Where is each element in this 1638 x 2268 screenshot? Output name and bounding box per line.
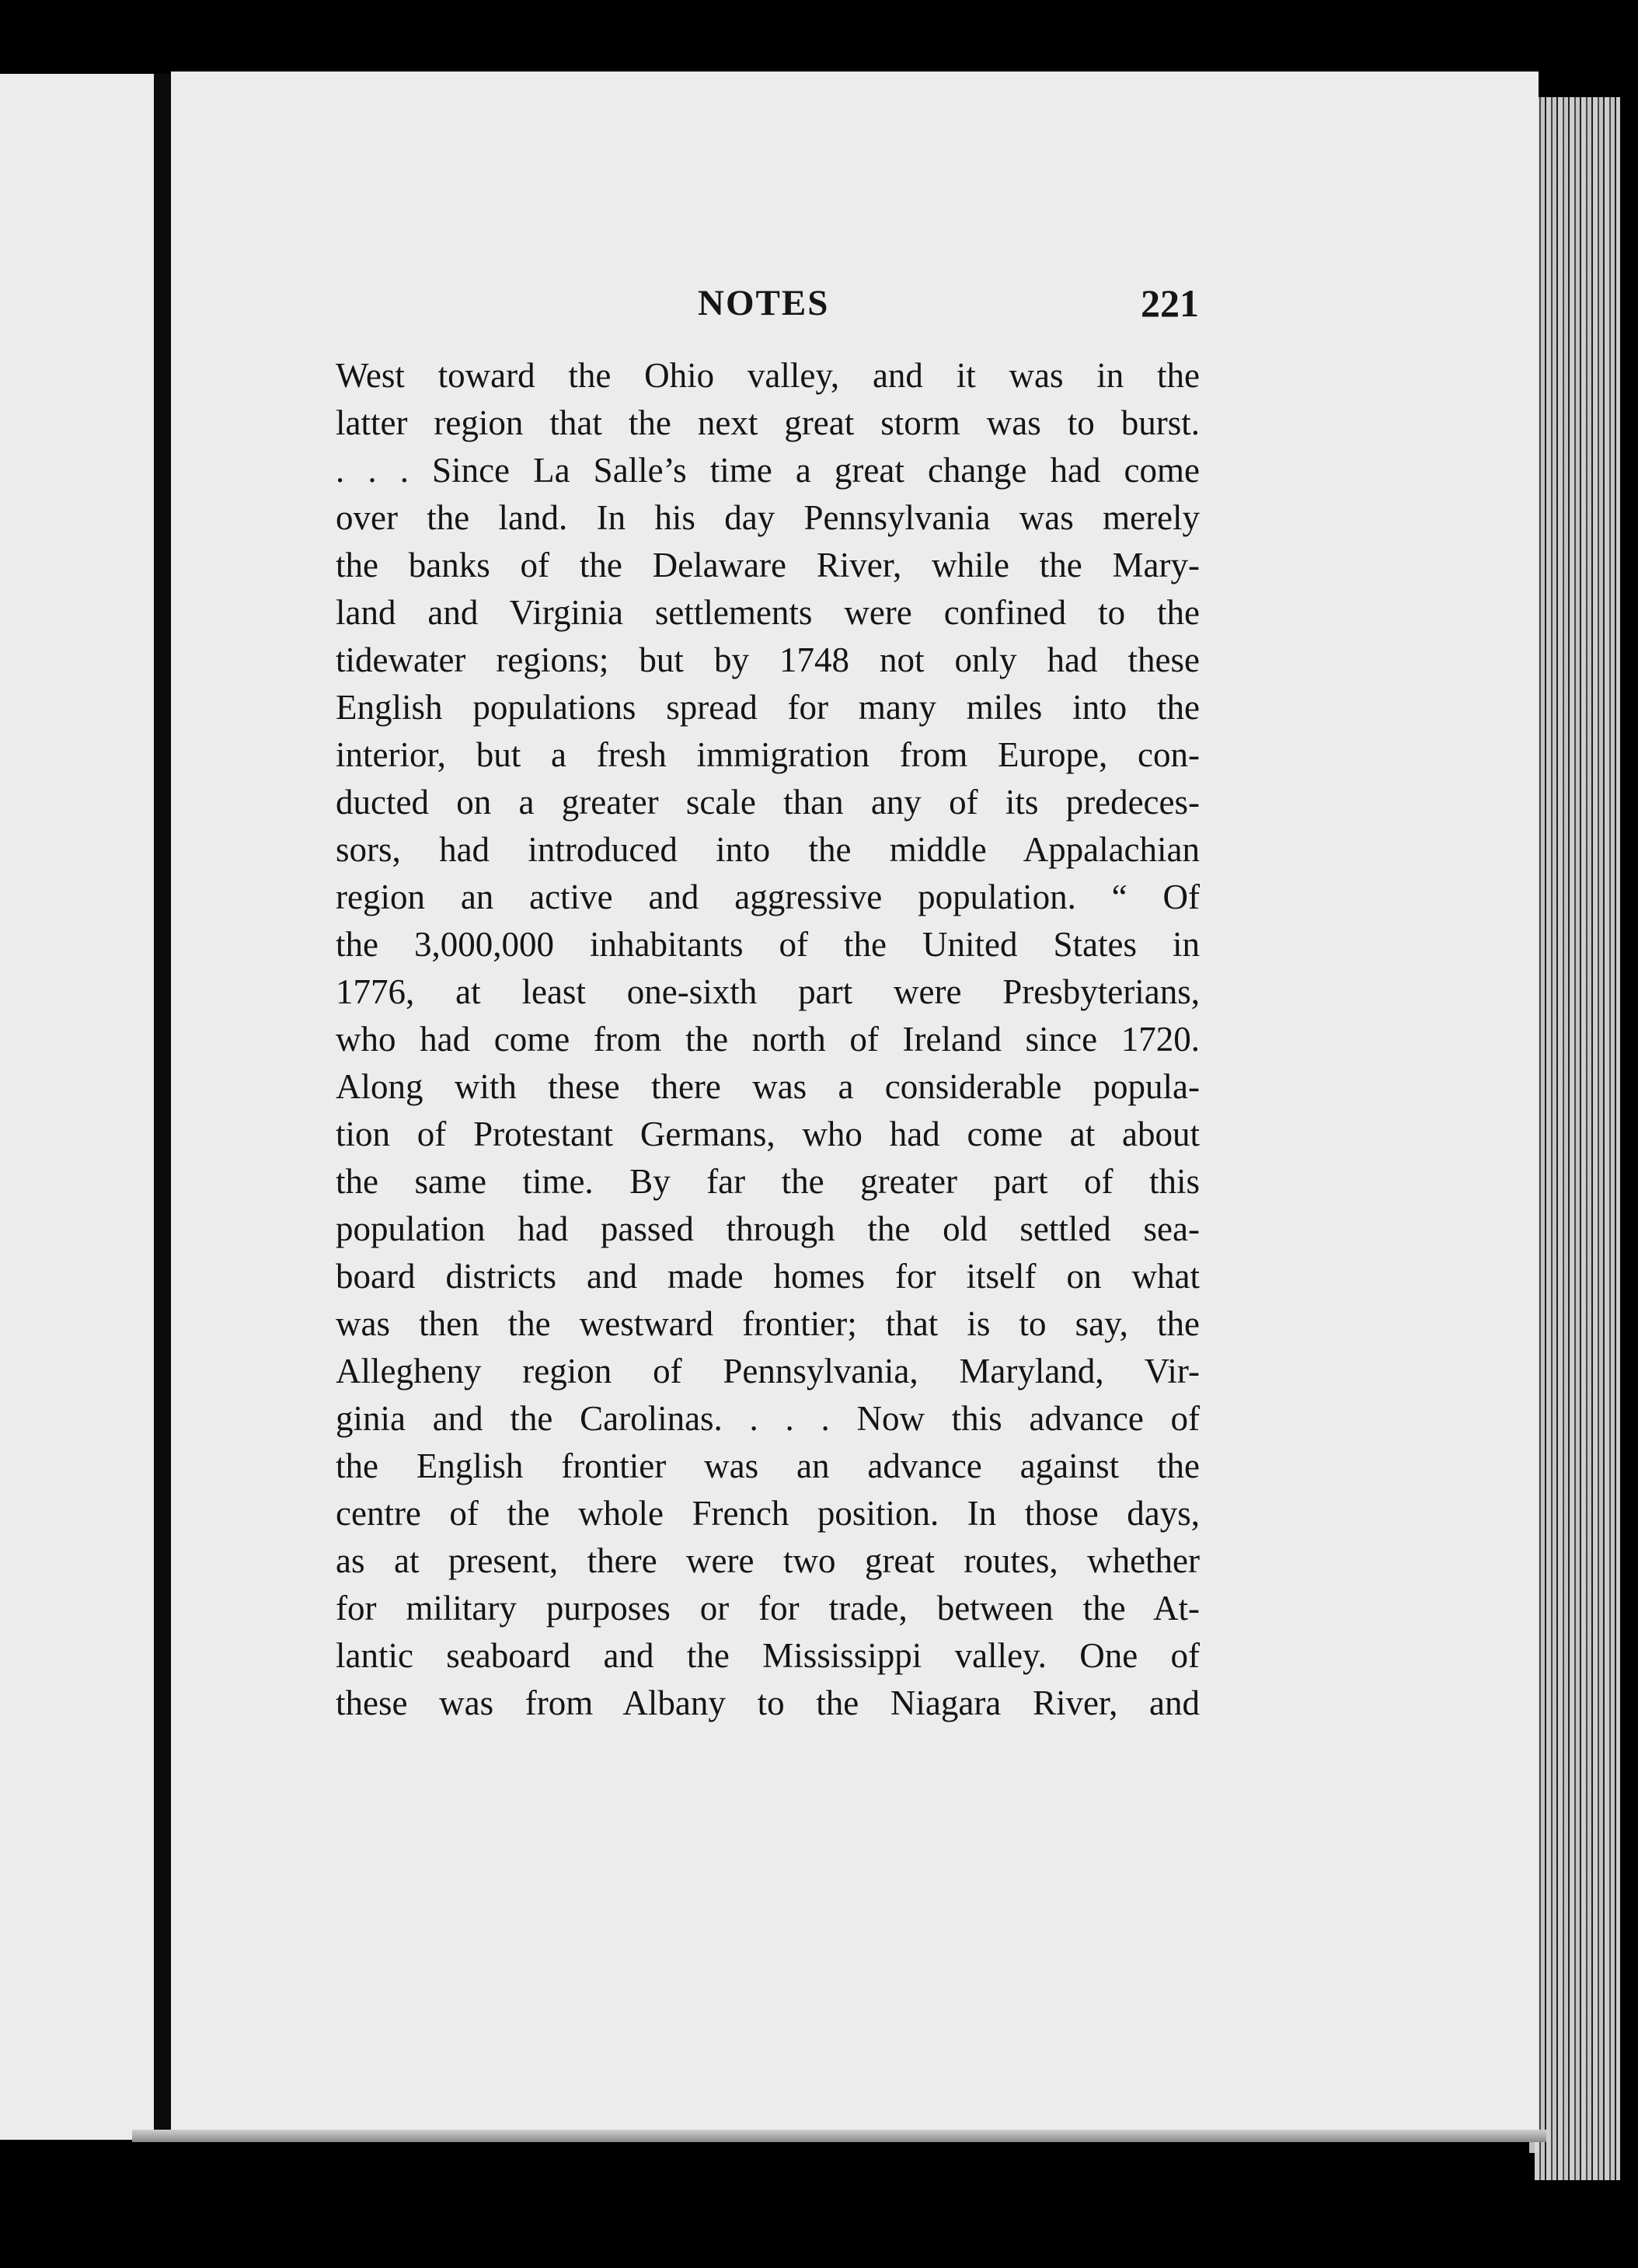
text-line: English populations spread for many miles into the: [336, 688, 1200, 727]
text-line: tion of Protestant Germans, who had come at about: [336, 1115, 1200, 1153]
text-line: the banks of the Delaware River, while the Mary-: [336, 546, 1200, 584]
running-head: [0, 280, 1638, 326]
text-line: ducted on a greater scale than any of its predeces-: [336, 783, 1200, 822]
facing-page-edge: [0, 74, 154, 2140]
text-line: for military purposes or for trade, between the At-: [336, 1589, 1200, 1628]
text-line: lantic seaboard and the Mississippi valley. One of: [336, 1636, 1200, 1675]
text-line: over the land. In his day Pennsylvania was merely: [336, 498, 1200, 537]
text-line: Along with these there was a considerable popula-: [336, 1067, 1200, 1106]
text-line: the same time. By far the greater part of this: [336, 1162, 1200, 1201]
text-line: as at present, there were two great routes, whether: [336, 1541, 1200, 1580]
text-line: tidewater regions; but by 1748 not only had these: [336, 640, 1200, 679]
text-line: ginia and the Carolinas. . . . Now this advance of: [336, 1399, 1200, 1438]
text-line: was then the westward frontier; that is to say, the: [336, 1304, 1200, 1343]
text-line: sors, had introduced into the middle Appalachian: [336, 830, 1200, 869]
text-line: who had come from the north of Ireland since 1720.: [336, 1020, 1200, 1059]
text-line: population had passed through the old settled sea-: [336, 1209, 1200, 1248]
text-line: West toward the Ohio valley, and it was in the: [336, 356, 1200, 395]
text-line: centre of the whole French position. In those days,: [336, 1494, 1200, 1533]
body-text: [336, 352, 1200, 1727]
text-line: interior, but a fresh immigration from Europe, con-: [336, 735, 1200, 774]
text-line: latter region that the next great storm was to burst.: [336, 403, 1200, 442]
page-number: 221: [1141, 281, 1199, 325]
text-line: Allegheny region of Pennsylvania, Maryland, Vir-: [336, 1352, 1200, 1390]
text-line: board districts and made homes for itself on what: [336, 1257, 1200, 1296]
text-line: . . . Since La Salle’s time a great change had come: [336, 451, 1200, 490]
text-line: 1776, at least one-sixth part were Presbyterians,: [336, 972, 1200, 1011]
text-line: the English frontier was an advance against the: [336, 1446, 1200, 1485]
text-line: the 3,000,000 inhabitants of the United States in: [336, 925, 1200, 964]
text-line: land and Virginia settlements were confined to the: [336, 593, 1200, 632]
book-spine-gutter: [154, 74, 171, 2140]
page-bottom-shadow: [132, 2130, 1546, 2142]
running-head-title: NOTES: [698, 283, 830, 323]
text-line: these was from Albany to the Niagara River, and: [336, 1684, 1200, 1722]
page-stack-edges: [1535, 97, 1620, 2180]
text-line: region an active and aggressive population. “ Of: [336, 878, 1200, 916]
